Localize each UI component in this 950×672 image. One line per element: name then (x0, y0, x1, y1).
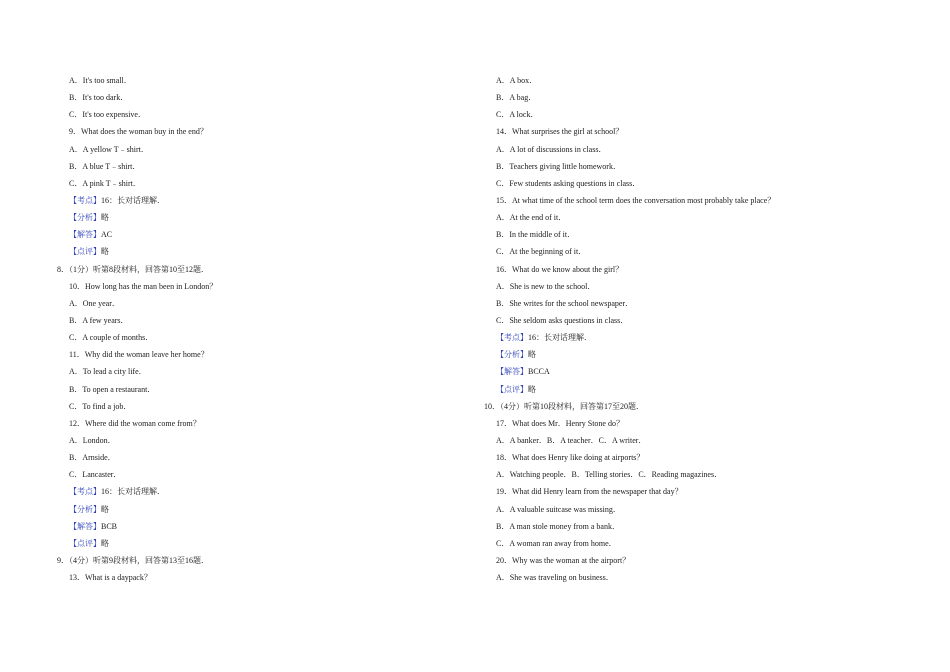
line-text: B．A blue T﹣shirt． (69, 161, 141, 171)
text-line (57, 72, 477, 89)
text-line (57, 312, 477, 329)
line-text: 11．Why did the woman leave her home？ (69, 350, 209, 360)
line-text: B．A few years． (69, 315, 129, 325)
text-line (57, 175, 477, 192)
text-line (57, 89, 477, 106)
line-text: 15．At what time of the school term does the conversation most probably take place？ (496, 195, 776, 205)
text-line (484, 415, 904, 432)
line-text: 16．What do we know about the girl？ (496, 264, 624, 274)
text-line (57, 381, 477, 398)
line-text: 16：长对话理解． (528, 333, 592, 343)
line-text: A．A yellow T﹣shirt． (69, 144, 149, 154)
line-text: 略 (101, 247, 109, 257)
line-text: 17．What does Mr．Henry Stone do？ (496, 418, 624, 428)
annotation-tag: 【考点】 (69, 195, 101, 205)
line-text: B．To open a restaurant． (69, 384, 156, 394)
line-text: A．She was traveling on business． (496, 573, 614, 583)
text-line (484, 278, 904, 295)
text-line (57, 501, 477, 518)
annotation-tag: 【点评】 (69, 538, 101, 548)
text-line (57, 363, 477, 380)
line-text: BCCA (528, 367, 550, 377)
section-heading (57, 261, 477, 278)
line-text: C．At the beginning of it． (496, 247, 587, 257)
text-line (484, 363, 904, 380)
text-line (484, 261, 904, 278)
annotation-tag: 【解答】 (69, 521, 101, 531)
line-text: A．To lead a city life． (69, 367, 147, 377)
text-line (484, 209, 904, 226)
text-line (57, 449, 477, 466)
text-line (57, 295, 477, 312)
line-text: 16：长对话理解． (101, 195, 165, 205)
line-text: A．She is new to the school． (496, 281, 596, 291)
line-text: B．A man stole money from a bank． (496, 521, 620, 531)
line-text: C．A woman ran away from home． (496, 538, 617, 548)
text-line (484, 552, 904, 569)
right-column (484, 72, 904, 586)
line-text: AC (101, 230, 113, 240)
line-text: 9．What does the woman buy in the end？ (69, 127, 208, 137)
line-text: A．A lot of discussions in class． (496, 144, 607, 154)
line-text: C．Lancaster． (69, 470, 122, 480)
text-line (484, 243, 904, 260)
line-text: 18．What does Henry like doing at airports？ (496, 453, 645, 463)
line-text: 10．How long has the man been in London？ (69, 281, 218, 291)
text-line (484, 72, 904, 89)
line-text: C．To find a job． (69, 401, 132, 411)
text-line (484, 483, 904, 500)
text-line (484, 192, 904, 209)
text-line (57, 535, 477, 552)
line-text: 略 (101, 504, 109, 514)
line-text: 13．What is a daypack？ (69, 573, 152, 583)
line-text: B．Arnside． (69, 453, 116, 463)
line-text: 20．Why was the woman at the airport？ (496, 555, 631, 565)
text-line (484, 329, 904, 346)
line-text: C．A pink T﹣shirt． (69, 178, 141, 188)
annotation-tag: 【分析】 (69, 213, 101, 223)
line-text: A．One year． (69, 298, 120, 308)
line-text: A．A valuable suitcase was missing． (496, 504, 621, 514)
text-line (484, 466, 904, 483)
line-text: C．Few students asking questions in class． (496, 178, 641, 188)
line-text: 8．（1分）听第8段材料，回答第10至12题． (57, 264, 209, 274)
text-line (57, 123, 477, 140)
line-text: BCB (101, 521, 118, 531)
line-text: C．It's too expensive． (69, 110, 146, 120)
line-text: 略 (101, 538, 109, 548)
text-line (57, 226, 477, 243)
annotation-tag: 【点评】 (69, 247, 101, 257)
text-line (57, 192, 477, 209)
text-line (57, 518, 477, 535)
section-heading (484, 398, 904, 415)
text-line (57, 483, 477, 500)
annotation-tag: 【分析】 (496, 350, 528, 360)
text-line (484, 106, 904, 123)
text-line (484, 535, 904, 552)
annotation-tag: 【点评】 (496, 384, 528, 394)
line-text: 19．What did Henry learn from the newspaper that day？ (496, 487, 683, 497)
line-text: 16：长对话理解． (101, 487, 165, 497)
line-text: A．A banker．B．A teacher．C．A writer． (496, 435, 647, 445)
text-line (57, 346, 477, 363)
line-text: B．Teachers giving little homework． (496, 161, 621, 171)
text-line (484, 158, 904, 175)
text-line (484, 501, 904, 518)
line-text: C．A lock． (496, 110, 539, 120)
text-line (57, 466, 477, 483)
text-line (484, 432, 904, 449)
line-text: A．London． (69, 435, 116, 445)
text-line (484, 226, 904, 243)
text-line (57, 243, 477, 260)
line-text: 略 (528, 350, 536, 360)
line-text: C．She seldom asks questions in class． (496, 315, 629, 325)
line-text: 略 (101, 213, 109, 223)
line-text: A．Watching people．B．Telling stories．C．Reading magazines． (496, 470, 723, 480)
text-line (484, 141, 904, 158)
line-text: A．It's too small． (69, 76, 132, 85)
text-line (57, 278, 477, 295)
text-line (57, 569, 477, 586)
text-line (57, 398, 477, 415)
annotation-tag: 【考点】 (69, 487, 101, 497)
annotation-tag: 【分析】 (69, 504, 101, 514)
text-line (484, 381, 904, 398)
text-line (57, 158, 477, 175)
line-text: B．She writes for the school newspaper． (496, 298, 634, 308)
left-column (57, 72, 477, 586)
text-line (484, 123, 904, 140)
text-line (57, 432, 477, 449)
annotation-tag: 【解答】 (69, 230, 101, 240)
text-line (484, 518, 904, 535)
line-text: 14．What surprises the girl at school？ (496, 127, 624, 137)
line-text: B．It's too dark． (69, 93, 129, 103)
text-line (484, 175, 904, 192)
text-line (484, 346, 904, 363)
line-text: B．A bag． (496, 93, 537, 103)
line-text: 略 (528, 384, 536, 394)
text-line (484, 312, 904, 329)
text-line (57, 209, 477, 226)
line-text: A．A box． (496, 76, 538, 85)
text-line (484, 569, 904, 586)
line-text: 9．（4分）听第9段材料，回答第13至16题． (57, 555, 209, 565)
text-line (57, 141, 477, 158)
line-text: B．In the middle of it． (496, 230, 576, 240)
text-line (484, 295, 904, 312)
line-text: 12．Where did the woman come from？ (69, 418, 201, 428)
text-line (484, 449, 904, 466)
line-text: C．A couple of months． (69, 333, 154, 343)
text-line (484, 89, 904, 106)
annotation-tag: 【考点】 (496, 333, 528, 343)
line-text: A．At the end of it． (496, 213, 567, 223)
line-text: 10．（4分）听第10段材料，回答第17至20题． (484, 401, 644, 411)
text-line (57, 106, 477, 123)
text-line (57, 415, 477, 432)
text-line (57, 329, 477, 346)
section-heading (57, 552, 477, 569)
annotation-tag: 【解答】 (496, 367, 528, 377)
